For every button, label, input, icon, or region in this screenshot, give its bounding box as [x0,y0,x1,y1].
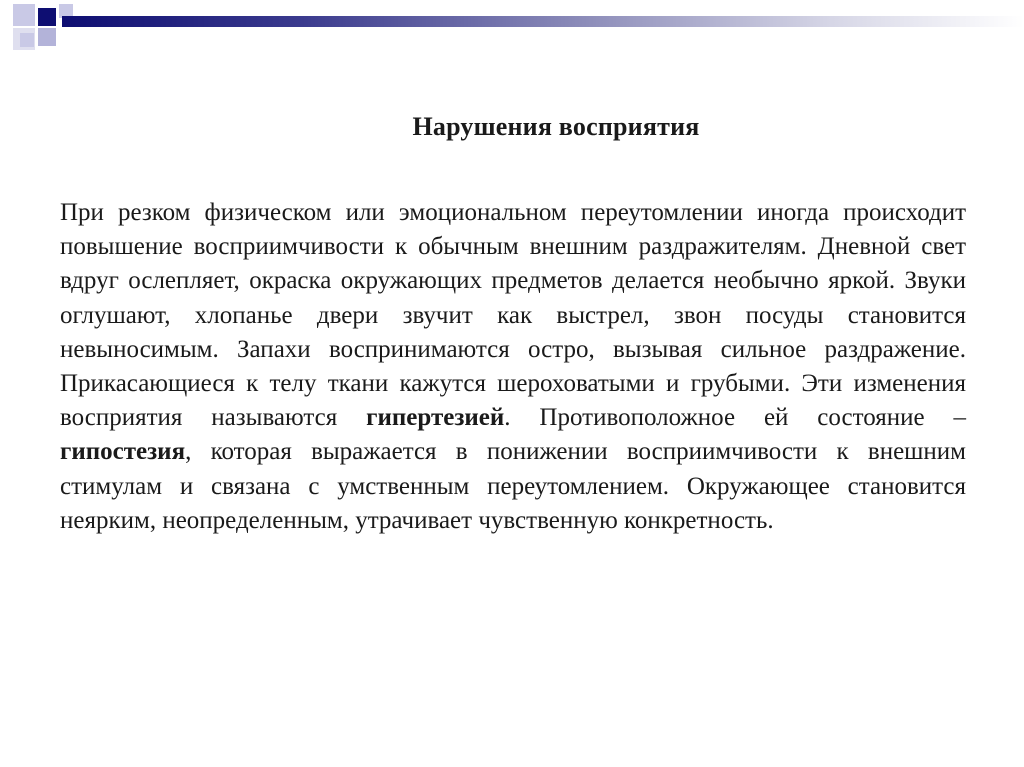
paragraph-text: . Противоположное ей состояние – [504,404,966,432]
deco-square [13,4,35,26]
deco-square-dark [38,8,56,26]
deco-square [38,28,56,46]
header-gradient-bar [62,16,1024,27]
term-hyperesthesia: гипертезией [366,404,505,432]
header-decoration [0,0,1024,64]
term-hypoesthesia: гипостезия [60,438,186,466]
paragraph-text: , которая выражается в понижении восприимчивости к внешним стимулам и связана с умственным переутомлением. Окружающее становится неярким, неопределенным, утрачивает чувственную конкретность. [60,438,966,534]
paragraph-text: При резком физическом или эмоциональном переутомлении иногда происходит повышение восприимчивости к обычным внешним раздражителям. Дневной свет вдруг ослепляет, окраска окружающих предметов делается необычно яркой. Звуки оглушают, хлопанье двери звучит как выстрел, звон посуды становится невыносимым. Запахи воспринимаются остро, вызывая сильное раздражение. Прикасающиеся к телу ткани кажутся шероховатыми и грубыми. Эти изменения восприятия называются [60,199,966,432]
body-paragraph [60,196,966,538]
deco-square [20,33,34,47]
slide-title: Нарушения восприятия [412,112,700,141]
